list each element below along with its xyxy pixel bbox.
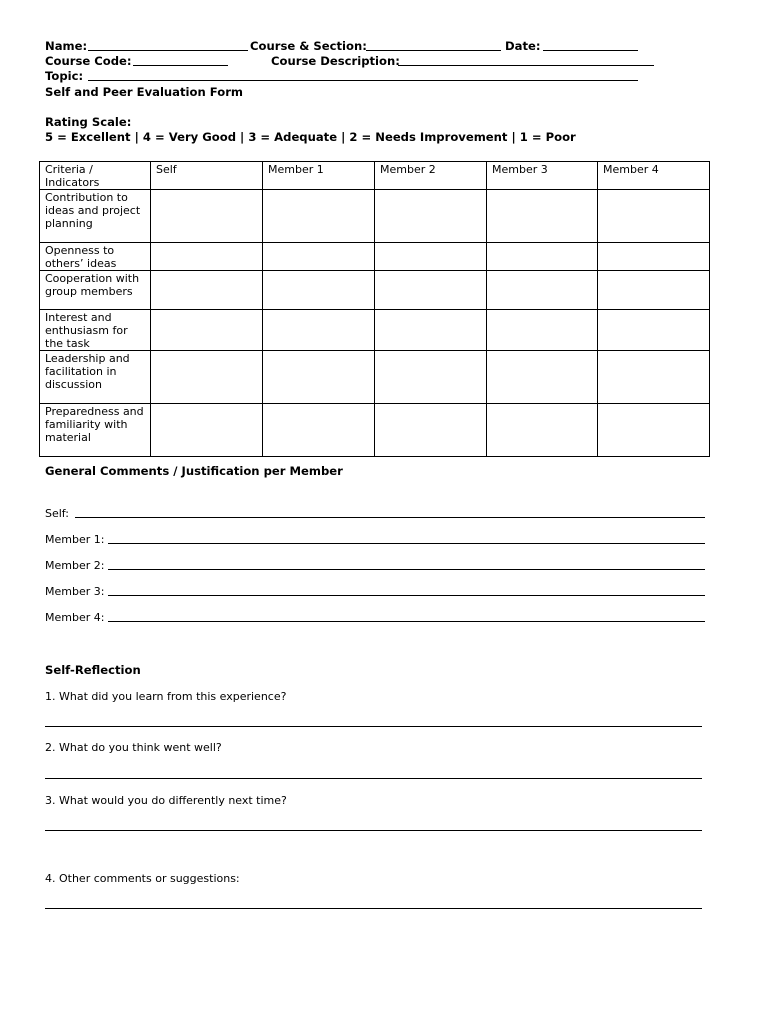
name-label: Name: <box>45 39 88 53</box>
rating-cell[interactable] <box>151 190 263 243</box>
form-title: Self and Peer Evaluation Form <box>45 85 243 99</box>
course-code-label: Course Code: <box>45 54 132 68</box>
reflection-question-2: 2. What do you think went well? <box>45 741 222 754</box>
rating-cell[interactable] <box>263 243 375 271</box>
rating-cell[interactable] <box>598 404 710 457</box>
reflection-answer-line-2[interactable] <box>45 778 702 779</box>
table-row <box>40 271 710 310</box>
rating-cell[interactable] <box>263 310 375 351</box>
criteria-label: Openness to others’ ideas <box>40 243 151 271</box>
reflection-question-1: 1. What did you learn from this experience? <box>45 690 287 703</box>
rating-cell[interactable] <box>598 243 710 271</box>
course-description-label: Course Description: <box>271 54 400 68</box>
rating-cell[interactable] <box>151 243 263 271</box>
criteria-label: Preparedness and familiarity with material <box>40 404 151 457</box>
column-header: Criteria / Indicators <box>40 162 151 190</box>
comment-line-member-2[interactable] <box>108 569 705 570</box>
date-field[interactable] <box>543 50 638 51</box>
comments-heading: General Comments / Justification per Member <box>45 464 343 478</box>
table-row <box>40 310 710 351</box>
rating-scale: 5 = Excellent | 4 = Very Good | 3 = Adequate | 2 = Needs Improvement | 1 = Poor <box>45 130 576 144</box>
rating-cell[interactable] <box>598 310 710 351</box>
rating-cell[interactable] <box>487 243 598 271</box>
reflection-question-4: 4. Other comments or suggestions: <box>45 872 240 885</box>
topic-label: Topic: <box>45 69 84 83</box>
rating-scale-label: Rating Scale: <box>45 115 132 129</box>
comment-line-self[interactable] <box>75 517 705 518</box>
rating-cell[interactable] <box>151 271 263 310</box>
rating-cell[interactable] <box>151 404 263 457</box>
rating-cell[interactable] <box>487 190 598 243</box>
course-section-label: Course & Section: <box>250 39 367 53</box>
criteria-label: Leadership and facilitation in discussion <box>40 351 151 404</box>
name-field[interactable] <box>88 50 248 51</box>
table-header-row <box>40 162 710 190</box>
comment-line-member-3[interactable] <box>108 595 705 596</box>
course-description-field[interactable] <box>398 65 654 66</box>
criteria-label: Cooperation with group members <box>40 271 151 310</box>
reflection-answer-line-3[interactable] <box>45 830 702 831</box>
rating-cell[interactable] <box>375 310 487 351</box>
column-header: Member 1 <box>263 162 375 190</box>
rating-cell[interactable] <box>375 351 487 404</box>
rating-cell[interactable] <box>151 310 263 351</box>
column-header: Member 4 <box>598 162 710 190</box>
rating-cell[interactable] <box>598 190 710 243</box>
rating-cell[interactable] <box>263 351 375 404</box>
rating-cell[interactable] <box>375 190 487 243</box>
rating-cell[interactable] <box>598 271 710 310</box>
rating-cell[interactable] <box>375 404 487 457</box>
comment-label-member-1: Member 1: <box>45 533 105 546</box>
rating-cell[interactable] <box>487 351 598 404</box>
date-label: Date: <box>505 39 541 53</box>
rating-cell[interactable] <box>487 310 598 351</box>
rating-cell[interactable] <box>263 190 375 243</box>
reflection-answer-line-4[interactable] <box>45 908 702 909</box>
criteria-label: Interest and enthusiasm for the task <box>40 310 151 351</box>
comment-label-member-4: Member 4: <box>45 611 105 624</box>
comment-line-member-4[interactable] <box>108 621 705 622</box>
rating-cell[interactable] <box>263 404 375 457</box>
comment-label-member-3: Member 3: <box>45 585 105 598</box>
criteria-label: Contribution to ideas and project planning <box>40 190 151 243</box>
column-header: Member 2 <box>375 162 487 190</box>
comment-line-member-1[interactable] <box>108 543 705 544</box>
rating-cell[interactable] <box>375 243 487 271</box>
rating-cell[interactable] <box>487 404 598 457</box>
comment-label-member-2: Member 2: <box>45 559 105 572</box>
rating-cell[interactable] <box>375 271 487 310</box>
course-section-field[interactable] <box>366 50 501 51</box>
table-row <box>40 351 710 404</box>
rating-cell[interactable] <box>598 351 710 404</box>
table-row <box>40 190 710 243</box>
course-code-field[interactable] <box>133 65 228 66</box>
self-reflection-heading: Self-Reflection <box>45 663 141 677</box>
column-header: Member 3 <box>487 162 598 190</box>
topic-field[interactable] <box>88 80 638 81</box>
rating-cell[interactable] <box>263 271 375 310</box>
evaluation-table <box>39 161 710 457</box>
comment-label-self: Self: <box>45 507 69 520</box>
column-header: Self <box>151 162 263 190</box>
rating-cell[interactable] <box>487 271 598 310</box>
rating-cell[interactable] <box>151 351 263 404</box>
reflection-answer-line-1[interactable] <box>45 726 702 727</box>
table-row <box>40 243 710 271</box>
table-row <box>40 404 710 457</box>
reflection-question-3: 3. What would you do differently next time? <box>45 794 287 807</box>
